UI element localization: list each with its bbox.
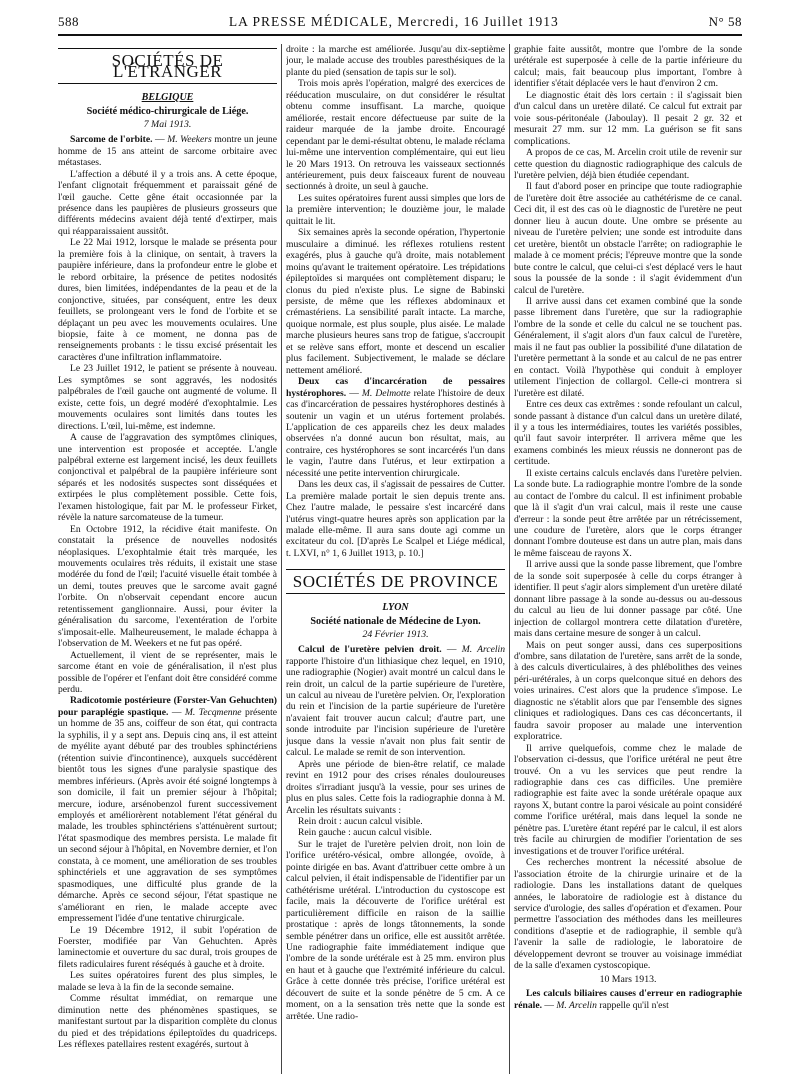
paragraph: Le diagnostic était dès lors certain : il s'agissait bien d'un calcul dans un uretère dilaté. Ce calcul fut extrait par voie sous-péritonéale (Jaboulay). Il pesait 2 gr. 32 et mesurait 27 mm. sur 12 mm. La guérison se fit sans complications.: [514, 89, 742, 147]
article-text: montre un jeune homme de 15 ans atteint de sarcome orbitaire avec métastases.: [58, 134, 277, 169]
article-text: rappelle qu'il n'est: [596, 999, 669, 1011]
society-heading: Société nationale de Médecine de Lyon.: [310, 616, 481, 628]
paragraph: Il existe certains calculs enclavés dans l'uretère pelvien. La sonde bute. La radiographie montre l'ombre de la sonde au contact de l'ombre du calcul. Il est infiniment probable que là il s'agit d'un vrai calcul, mais il reste une cause d'erreur : la sonde peut être arrêtée par un rétrécissement, une coudure de l'uretère, alors que le corps étranger donnant l'ombre douteuse est dans un autre plan, mais dans le même faisceau de rayons X.: [514, 467, 742, 559]
paragraph: Après une période de bien-être relatif, ce malade revint en 1912 pour des crises rénales douloureuses droites s'irradiant jusqu'à la vessie, pour ses urines de plus en plus sales. Cette fois la radiographie donna à M. Arcelin les résultats suivants :: [286, 758, 505, 816]
paragraph: droite : la marche est améliorée. Jusqu'au dix-septième jour, le malade accuse des troubles paresthésiques de la plante du pied (sensation de tapis sur le sol).: [286, 44, 505, 78]
article-title: Sarcome de l'orbite.: [70, 134, 153, 146]
header-rule: [58, 34, 742, 36]
session-date: 10 Mars 1913.: [599, 973, 657, 985]
column-2: [286, 44, 505, 1074]
paragraph: L'affection a débuté il y a trois ans. A cette époque, l'enfant clignotait fréquemment et paraissait géné de l'œil gauche. Cette gêne était occasionnée par la présence dans les paupières de plusieurs grosseurs que différents médecins avaient déjà tenté d'extirper, mais qui réapparaissaient aussitôt.: [58, 168, 277, 237]
paragraph: Dans les deux cas, il s'agissait de pessaires de Cutter. La première malade portait le sien depuis trente ans. Chez l'autre malade, le pessaire s'est incarcéré dans l'utérus vingt-quatre heures après son application par la malade elle-même. Il aura sans doute agi comme un excitateur du col. [D'après Le Scalpel et Liége médical, t. LXVI, n° 1, 6 Juillet 1913, p. 10.]: [286, 479, 505, 559]
journal-title-date: LA PRESSE MÉDICALE, Mercredi, 16 Juillet 1913: [228, 14, 559, 29]
session-date: 7 Mai 1913.: [143, 118, 192, 130]
paragraph: Il arrive aussi dans cet examen combiné que la sonde passe librement dans l'uretère, que sur la radiographie l'ombre de la sonde et celle du calcul ne se touchent pas. Généralement, il s'agit alors d'un faux calcul de l'uretère, mais il ne faut pas oublier la possibilité d'une dilatation de l'uretère permettant à la sonde et au calcul de ne pas entrer en contact. Voilà l'hypothèse qui conduit à employer utilement l'injection de collargol. Celle-ci montrera si l'uretère est dilaté.: [514, 295, 742, 399]
dash: —: [152, 134, 168, 146]
dash: —: [168, 706, 185, 718]
paragraph: Actuellement, il vient de se représenter, mais le sarcome étant en voie de généralisation, il n'est plus possible de l'opérer et l'enfant doit être considéré comme perdu.: [58, 649, 277, 696]
article-title: Les calculs biliaires causes d'erreur en radiographie rénale.: [514, 988, 742, 1011]
paragraph: Il arrive aussi que la sonde passe librement, que l'ombre de la sonde soit superposée à celle du corps étranger à identifier. Il peut s'agir alors simplement d'un uretère dilaté donnant libre passage à la sonde au-dessus ou au-dessous du calcul au lieu de lui donner passage par côté. Une injection de collargol montrera cette dilatation d'uretère, mais dans certaine mesure de songer à un calcul.: [514, 559, 742, 640]
column-3: [514, 44, 742, 1074]
society-heading: Société médico-chirurgicale de Liége.: [86, 106, 249, 118]
article-text: présente un homme de 35 ans, coiffeur de son état, qui contracta la syphilis, il y a sept ans. Depuis cinq ans, il est atteint de myélite ayant débuté par des troubles sphinctériens (rétention suivie d'incontinence), auxquels succédèrent bientôt tous les signes d'une paralysie spastique des membres inférieurs. (Après avoir été soigné longtemps à son domicile, il fait un premier séjour à l'hôpital; mercure, iodure, arsénobenzol furent successivement employés et améliorèrent notablement l'état général du malade, les troubles sphinctériens s'atténuèrent surtout; l'état spasmodique des membres persista. Le malade fit un second séjour à l'hôpital, en Novembre dernier, et l'on constata, à ce moment, une amélioration de ses troubles sphinctériels et une aggravation de ses symptômes spasmodiques, une difficulté plus grande de la démarche. Après ce second séjour, l'état spastique ne s'améliorant en rien, le malade accepte avec empressement l'idée d'une tentative chirurgicale.: [58, 706, 277, 925]
paragraph: Rein droit : aucun calcul visible.: [298, 816, 423, 827]
paragraph: Ces recherches montrent la nécessité absolue de l'association étroite de la chirurgie urinaire et de la radiologie. Dans les installations datant de quelques années, le laboratoire de radiologie est à distance du service d'urologie, des salles d'opération et d'examen. Pour permettre l'association des méthodes dans les meilleures conditions d'aseptie et de radiographie, il semble qu'à l'avenir la salle de radiologie, le laboratoire de développement devront se trouver au voisinage immédiat de la salle d'examen cystoscopique.: [514, 857, 742, 972]
paragraph: A cause de l'aggravation des symptômes cliniques, une intervention est proposée et acceptée. L'angle palpébral externe est largement incisé, les deux feuillets conjonctival et palpébral de la paupière inférieure sont séparés et les nodosités suspectes sont disséquées et extirpées le plus complètement possible. Cette fois, l'examen histologique, fait par M. le professeur Firket, révèle la nature sarcomateuse de la tumeur.: [58, 432, 277, 524]
article-paragraph: [58, 695, 277, 924]
session-date: 24 Février 1913.: [362, 628, 429, 640]
paragraph: Les suites opératoires furent des plus simples, le malade se leva à la fin de la seconde semaine.: [58, 970, 277, 993]
paragraph: Le 23 Juillet 1912, le patient se présente à nouveau. Les symptômes se sont aggravés, les nodosités palpébrales de l'œil gauche ont augmenté de volume. Il existe, cette fois, un degré modéré d'exophtalmie. Les mouvements oculaires sont limités dans toutes les directions. L'œil, lui-même, est indemne.: [58, 363, 277, 432]
paragraph: Sur le trajet de l'uretère pelvien droit, non loin de l'orifice urétéro-vésical, ombre allongée, ovoïde, à pointe dirigée en bas. Avant d'attribuer cette ombre à un calcul pelvien, il était indispensable de l'identifier par un cathétérisme urétéral. L'introduction du cystoscope est facile, mais la découverte de l'orifice urétéral est particulièrement difficile en raison de la saillie prostatique : après de longs tâtonnements, la sonde semble pénétrer dans un orifice, elle est aussitôt arrêtée. Une radiographie faite immédiatement indique que l'ombre de la sonde urétérale est à 25 mm. environ plus en haut et à gauche que l'extrémité inférieure du calcul. Grâce à cette donnée très précise, l'orifice urétéral est découvert de suite et la sonde pénètre de 5 cm. A ce moment, on a la sensation très nette que la sonde est arrêtée. Une radio-: [286, 838, 505, 1022]
paragraph: Six semaines après la seconde opération, l'hypertonie musculaire a diminué. les réflexes rotuliens restent exagérés, plus à gauche qu'à droite, mais notablement moins qu'avant le traitement opératoire. Les trépidations épileptoïdes si marquées ont complètement disparu; le clonus du pied n'existe plus. Le signe de Babinski persiste, de même que les réflexes abdominaux et crémastériens. La sensibilité paraît intacte. La marche, quoique normale, est plus souple, plus aisée. Le malade marche plusieurs heures sans trop de fatigue, s'accroupit et se relève sans effort, monte et descend un escalier plus facilement. Subjectivement, le malade se déclare nettement amélioré.: [286, 227, 505, 376]
paragraph: Comme résultat immédiat, on remarque une diminution nette des phénomènes spastiques, se manifestant surtout par la disparition complète du clonus du pied et des trépidations épileptoïdes du quadriceps. Les réflexes patellaires restent exagérés, surtout à: [58, 993, 277, 1051]
paragraph: A propos de ce cas, M. Arcelin croit utile de revenir sur cette question du diagnostic radiographique des calculs de l'uretère pelvien, déjà bien étudiée cependant.: [514, 147, 742, 181]
article-author: M. Arcelin: [461, 644, 505, 656]
article-paragraph: [58, 134, 277, 168]
dash: —: [441, 644, 462, 656]
article-title: Calcul de l'uretère pelvien droit.: [298, 644, 442, 656]
section-heading: SOCIÉTÉS DE PROVINCE: [286, 569, 505, 593]
article-author: M. Delmotte: [361, 387, 411, 399]
article-paragraph: [286, 644, 505, 759]
paragraph: En Octobre 1912, la récidive était manifeste. On constatait la présence de nouvelles nodosités néoplasiques. L'exophtalmie était très marquée, les mouvements oculaires très réduits, il existait une stase modérée du fond de l'œil; l'acuité visuelle était tombée à un demi, toutes preuves que le sarcome avait gagné l'orbite. On n'observait cependant encore aucun retentissement ganglionnaire. Aussi, pour éviter la généralisation du sarcome, l'exentération de l'orbite s'imposait-elle. Malheureusement, le malade échappa à l'observation de M. Weekers et ne fut pas opéré.: [58, 523, 277, 650]
dash: —: [541, 999, 557, 1011]
column-1: [58, 44, 277, 1074]
country-heading: BELGIQUE: [141, 91, 194, 103]
paragraph: Il faut d'abord poser en principe que toute radiographie de l'uretère doit être associée au cathétérisme de ce canal. Ceci dit, il est des cas où le diagnostic de l'uretère ne peut donner lieu à aucun doute. Une ombre se présente au niveau de l'uretère pelvien; une sonde est introduite dans cet uretère, bientôt un obstacle l'arrête; on radiographie le malade à ce moment précis; l'épreuve montre que la sonde bute contre le calcul, que celui-ci s'est déplacé vers le haut sous la poussée de la sonde : il s'agit évidemment d'un calcul de l'uretère.: [514, 181, 742, 296]
paragraph: Les suites opératoires furent aussi simples que lors de la première intervention; le douzième jour, le malade quittait le lit.: [286, 192, 505, 227]
article-title: Deux cas d'incarcération de pessaires hystérophores.: [286, 376, 505, 399]
dash: —: [346, 387, 362, 399]
article-paragraph: [514, 988, 742, 1011]
article-author: M. Tecqmenne: [184, 706, 242, 718]
article-paragraph: [286, 376, 505, 479]
column-divider: [509, 44, 510, 1074]
paragraph: Mais on peut songer aussi, dans ces superpositions d'ombre, sans dilatation de l'uretère, sans arrêt de la sonde, à des calculs diverticulaires, à des phlébolithes des veines péri-urétérales, à un corps quelconque situé en dehors des voies urinaires. C'est alors que la prudence s'impose. Le diagnostic ne s'établit alors que par l'ensemble des signes cliniques et radiologiques. Dans ces cas déconcertants, il faudra savoir proposer au malade une intervention exploratrice.: [514, 639, 742, 743]
paragraph: Entre ces deux cas extrêmes : sonde refoulant un calcul, sonde passant à distance d'un calcul dans un uretère dilaté, il y a tous les intermédiaires, toutes les variétés possibles, qu'il faut savoir interpréter. Il arrivera même que les examens combinés les mieux réussis ne donneront pas de certitude.: [514, 399, 742, 468]
paragraph: Rein gauche : aucun calcul visible.: [298, 827, 432, 839]
page-number: 588: [58, 14, 79, 29]
page-header: [58, 14, 742, 36]
article-text: relate l'histoire de deux cas d'incarcération de pessaires hystérophores destinés à soutenir un vagin et un utérus fortement prolabés. L'application de ces appareils chez les deux malades observées n'a donné aucun bon résultat, mais, au contraire, ces hystérophores se sont incarcérés l'un dans le vagin, l'autre dans l'utérus, et leur extirpation a nécessité une petite intervention chirurgicale.: [286, 387, 505, 479]
article-author: M. Arcelin: [556, 999, 597, 1011]
paragraph: Le 22 Mai 1912, lorsque le malade se présenta pour la première fois à la clinique, on sentait, à travers la paupière inférieure, dans la profondeur entre le globe et le rebord orbitaire, la présence de petites nodosités dures, bien limitées, indépendantes de la peau et de la conjonctive, situées, par conséquent, entre les deux feuillets, se prolongeant vers le fond de l'orbite et se déplaçant un peu avec les mouvements oculaires. Une biopsie, faite à ce moment, ne donna pas de renseignements probants : le tissu excisé présentait les caractères d'une infiltration inflammatoire.: [58, 237, 277, 363]
article-title: Radicotomie postérieure (Forster-Van Gehuchten) pour paraplégie spastique.: [58, 695, 277, 718]
column-divider: [281, 44, 282, 1074]
paragraph: Il arrive quelquefois, comme chez le malade de l'observation ci-dessus, que l'orifice urétéral ne peut être trouvé. On a vu les services que peut rendre la radiographie dans ces cas difficiles. Une première radiographie est faite avec la sonde urétérale opaque aux rayons X, butant contre la paroi vésicale au point considéré comme l'orifice urétéral, mais dans lequel la sonde ne pénètre pas. L'uretère étant repéré par le calcul, il est alors très facile au chirurgien de modifier l'orientation de ses investigations et de trouver l'orifice urétéral.: [514, 742, 742, 857]
issue-number: N° 58: [708, 14, 742, 29]
paragraph: graphie faite aussitôt, montre que l'ombre de la sonde urétérale est superposée à celle de la partie inférieure du calcul; mais, fait beaucoup plus important, l'ombre à identifier s'était déplacée vers le haut d'environ 2 cm.: [514, 44, 742, 90]
article-text: rapporte l'histoire d'un lithiasique chez lequel, en 1910, une radiographie (Nogier) avait montré un calcul dans le rein droit, un calcul de la partie supérieure de l'uretère, un calcul au niveau de l'uretère pelvien. Or, l'exploration du rein et l'incision de la partie supérieure de l'uretère n'avaient fait trouver aucun calcul; d'autre part, une sonde introduite par l'incision supérieure de l'uretère jusque dans la vessie n'avait non plus fait sentir de calcul. Le malade se remit de son intervention.: [286, 655, 505, 759]
paragraph: Trois mois après l'opération, malgré des exercices de rééducation musculaire, on dut considérer le résultat obtenu comme insuffisant. La marche, quoique améliorée, restait encore défectueuse par suite de la raideur marquée de la jambe droite. Encouragé cependant par le demi-résultat obtenu, le malade réclama lui-même une intervention complémentaire, qui eut lieu le 20 Mars 1913. On retrouva les vaisseaux sectionnés antérieurement, puis deux faisceaux furent de nouveau sectionnés à droite, un seul à gauche.: [286, 78, 505, 193]
paragraph: Le 19 Décembre 1912, il subit l'opération de Foerster, modifiée par Van Gehuchten. Après laminectomie et ouverture du sac dural, trois groupes de filets radiculaires furent réséqués à gauche et à droite.: [58, 924, 277, 970]
section-heading: SOCIÉTÉS DE L'ÉTRANGER: [58, 48, 277, 84]
article-author: M. Weekers: [167, 134, 212, 146]
city-heading: LYON: [382, 601, 409, 613]
